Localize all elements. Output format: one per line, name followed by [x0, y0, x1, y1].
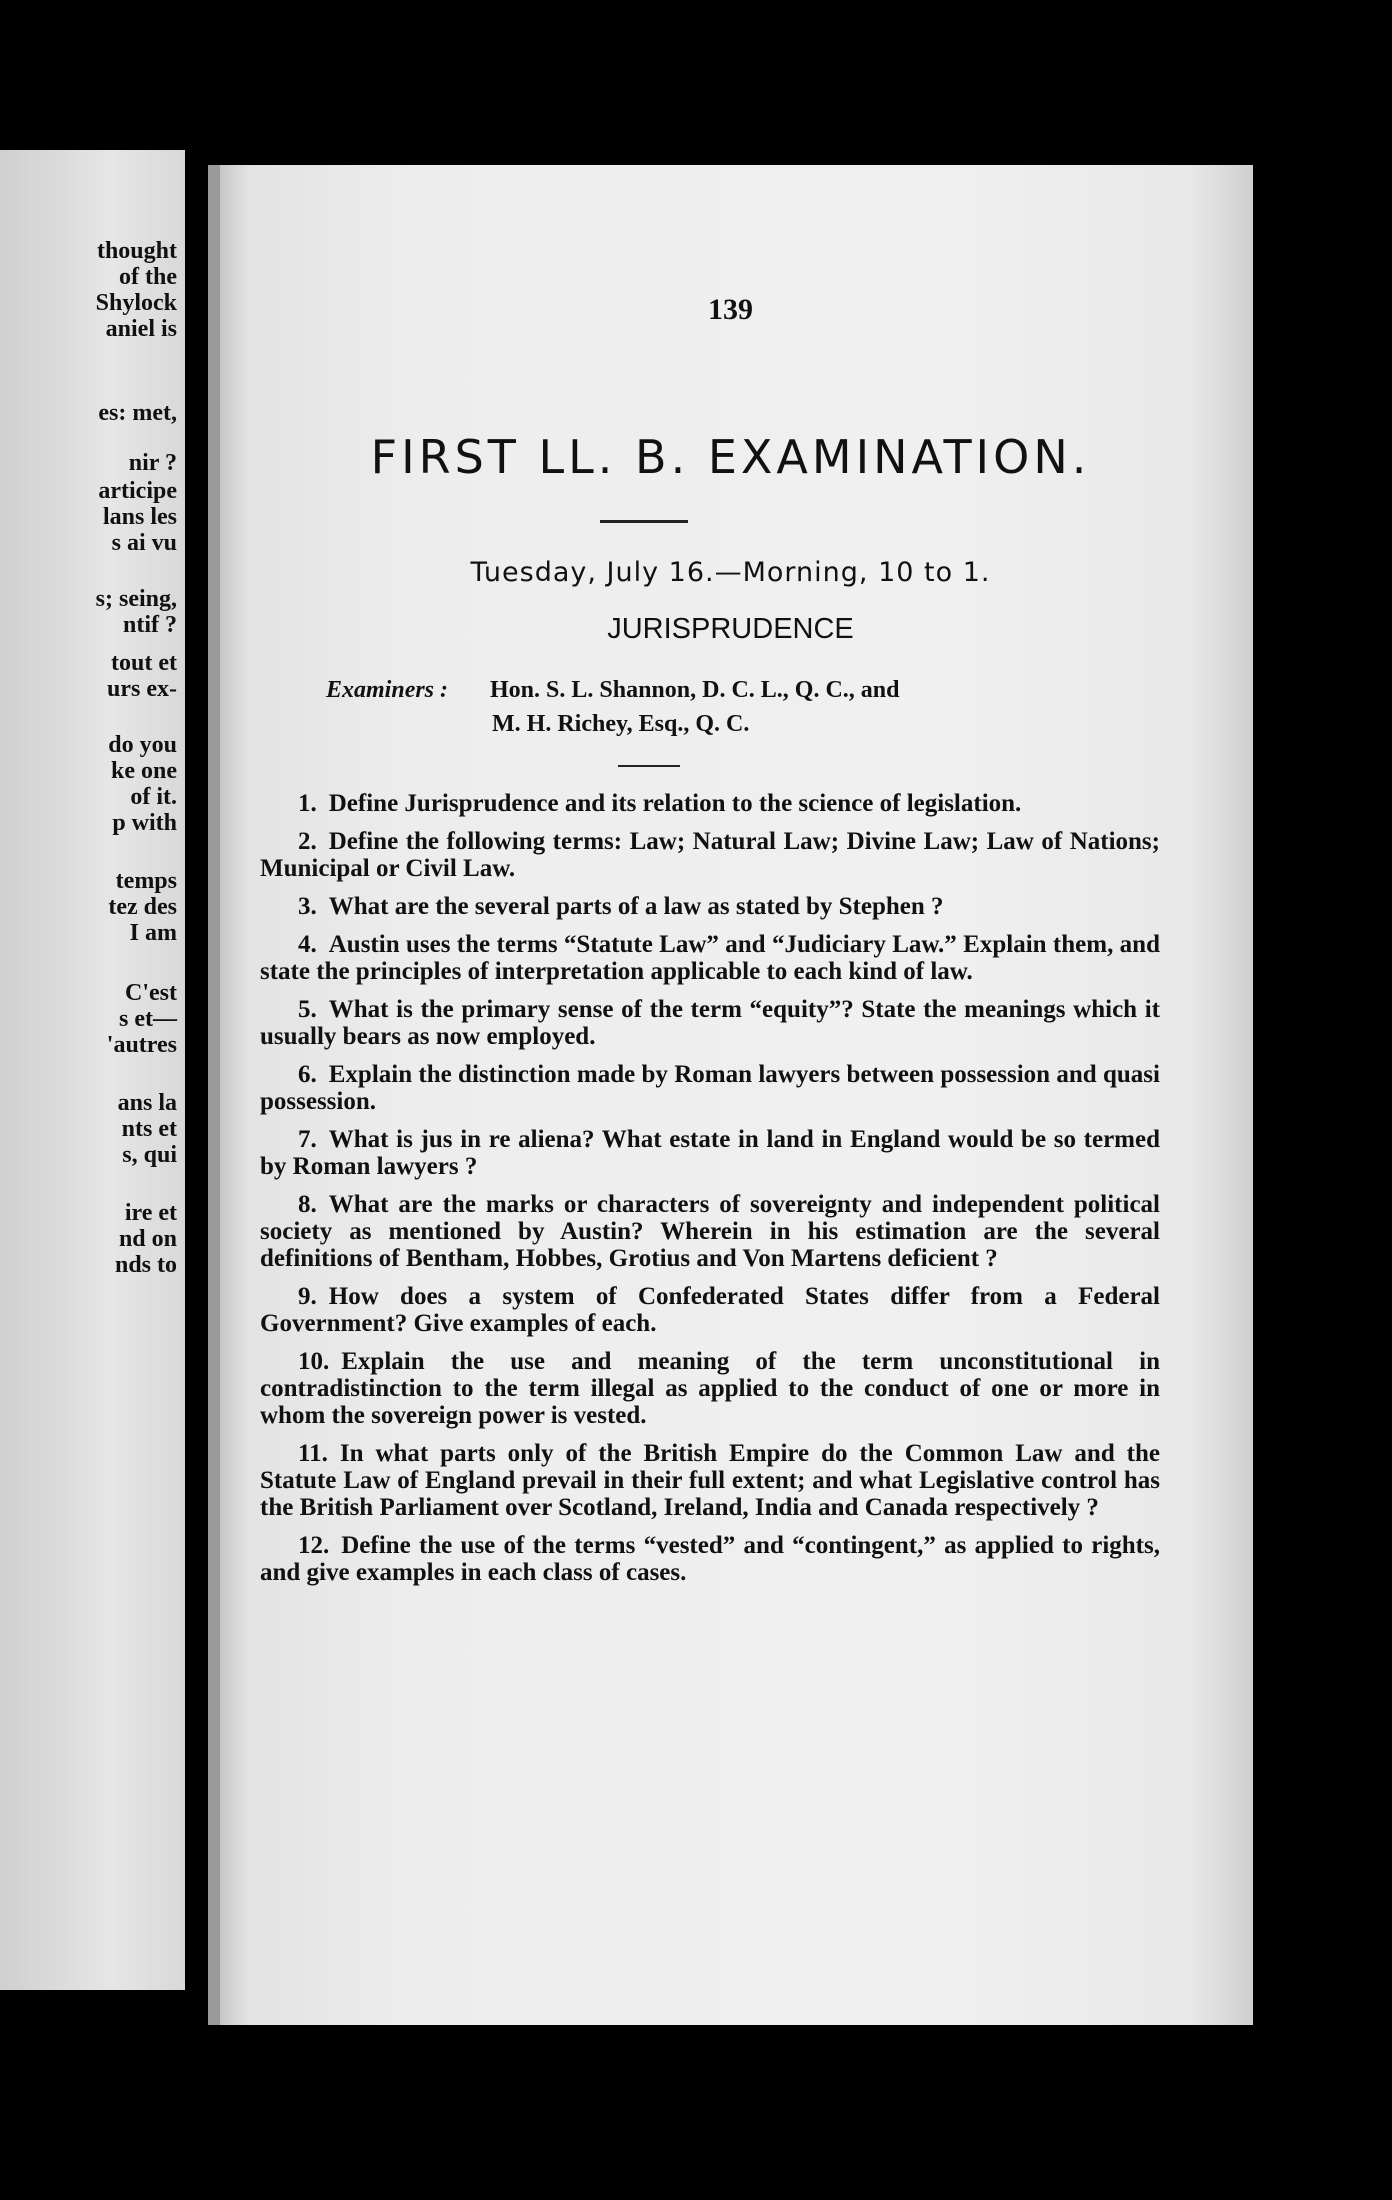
- left-page-line: nds to: [114, 1252, 177, 1278]
- left-page-line: s; seing,: [95, 586, 177, 612]
- examiner-2: M. H. Richey, Esq., Q. C.: [492, 711, 750, 737]
- question-list: [260, 790, 1160, 1597]
- left-page-line: s, qui: [122, 1142, 177, 1168]
- left-page-line: temps: [115, 868, 177, 894]
- question-number: 7.: [298, 1126, 317, 1153]
- left-page-line: urs ex-: [107, 676, 177, 702]
- examiner-1: Hon. S. L. Shannon, D. C. L., Q. C., and: [490, 677, 900, 703]
- left-page-line: of the: [119, 264, 177, 290]
- left-page-line: nts et: [121, 1116, 177, 1142]
- left-page-line: ntif ?: [123, 612, 177, 638]
- question-text: Austin uses the terms “Statute Law” and “Judiciary Law.” Explain them, and state the principles of interpretation applicable to each kind of law.: [260, 931, 1160, 985]
- question-item: [260, 790, 1160, 817]
- page-title: FIRST LL. B. EXAMINATION.: [370, 430, 1091, 484]
- exam-date: Tuesday, July 16.—Morning, 10 to 1.: [470, 557, 991, 588]
- question-number: 2.: [298, 828, 317, 855]
- question-text: Define the use of the terms “vested” and “contingent,” as applied to rights, and give examples in each class of cases.: [260, 1532, 1160, 1586]
- left-page-line: articipe: [98, 478, 177, 504]
- left-page-line: nd on: [118, 1226, 177, 1252]
- left-page-line: Shylock: [95, 290, 177, 316]
- left-page-line: C'est: [125, 980, 177, 1006]
- left-page-line: ke one: [111, 758, 177, 784]
- page-number: 139: [708, 293, 753, 326]
- question-item: [260, 1283, 1160, 1337]
- left-page-line: tez des: [108, 894, 177, 920]
- question-number: 6.: [298, 1061, 317, 1088]
- question-text: What is the primary sense of the term “equity”? State the meanings which it usually bears as now employed.: [260, 996, 1160, 1050]
- question-text: What are the several parts of a law as stated by Stephen ?: [328, 893, 944, 920]
- question-number: 11.: [298, 1440, 328, 1467]
- left-page-line: tout et: [111, 650, 177, 676]
- question-item: [260, 1348, 1160, 1429]
- question-text: Define Jurisprudence and its relation to the science of legislation.: [328, 790, 1022, 817]
- left-facing-page: [0, 150, 185, 1990]
- question-item: [260, 996, 1160, 1050]
- page-binding-edge: [208, 165, 220, 2025]
- left-page-line: of it.: [130, 784, 177, 810]
- question-item: [260, 1532, 1160, 1586]
- examiners-label: Examiners :: [326, 677, 449, 703]
- left-page-line: aniel is: [105, 316, 177, 342]
- left-page-line: nir ?: [128, 450, 177, 476]
- question-item: [260, 1440, 1160, 1521]
- question-item: [260, 931, 1160, 985]
- question-text: Explain the use and meaning of the term unconstitutional in contradistinction to the term illegal as applied to the conduct of one or more in whom the sovereign power is vested.: [260, 1348, 1160, 1429]
- examiners-block: [326, 673, 1186, 741]
- title-divider: [600, 520, 688, 523]
- question-item: [260, 893, 1160, 920]
- question-text: What are the marks or characters of sovereignty and independent political society as mentioned by Austin? Wherein in his estimation are the several definitions of Bentham, Hobbes, Grotius and Von Martens deficient ?: [260, 1191, 1160, 1272]
- examiners-divider: [618, 765, 680, 767]
- left-page-line: ans la: [117, 1090, 177, 1116]
- question-item: [260, 828, 1160, 882]
- left-page-line: I am: [129, 920, 177, 946]
- left-page-line: s ai vu: [111, 530, 177, 556]
- left-page-line: 'autres: [106, 1032, 177, 1058]
- left-page-line: ire et: [124, 1200, 177, 1226]
- question-number: 10.: [298, 1348, 330, 1375]
- question-number: 1.: [298, 790, 317, 817]
- question-item: [260, 1061, 1160, 1115]
- left-page-line: s et—: [119, 1006, 177, 1032]
- question-number: 8.: [298, 1191, 317, 1218]
- left-page-line: do you: [108, 732, 177, 758]
- question-text: What is jus in re aliena? What estate in land in England would be so termed by Roman lawyers ?: [260, 1126, 1160, 1180]
- exam-subject: JURISPRUDENCE: [607, 613, 854, 645]
- left-page-line: thought: [96, 238, 177, 264]
- question-text: Define the following terms: Law; Natural Law; Divine Law; Law of Nations; Municipal or Civil Law.: [260, 828, 1160, 882]
- question-item: [260, 1126, 1160, 1180]
- question-number: 5.: [298, 996, 317, 1023]
- exam-page: [208, 165, 1253, 2025]
- left-page-line: lans les: [102, 504, 177, 530]
- left-page-line: es: met,: [98, 400, 177, 426]
- left-page-line: p with: [112, 810, 177, 836]
- question-number: 4.: [298, 931, 317, 958]
- question-text: How does a system of Confederated States differ from a Federal Government? Give examples of each.: [260, 1283, 1160, 1337]
- question-item: [260, 1191, 1160, 1272]
- question-number: 9.: [298, 1283, 317, 1310]
- question-text: Explain the distinction made by Roman lawyers between possession and quasi possession.: [260, 1061, 1160, 1115]
- question-text: In what parts only of the British Empire do the Common Law and the Statute Law of England prevail in their full extent; and what Legislative control has the British Parliament over Scotland, Ireland, India and Canada respectively ?: [260, 1440, 1160, 1521]
- question-number: 3.: [298, 893, 317, 920]
- question-number: 12.: [298, 1532, 330, 1559]
